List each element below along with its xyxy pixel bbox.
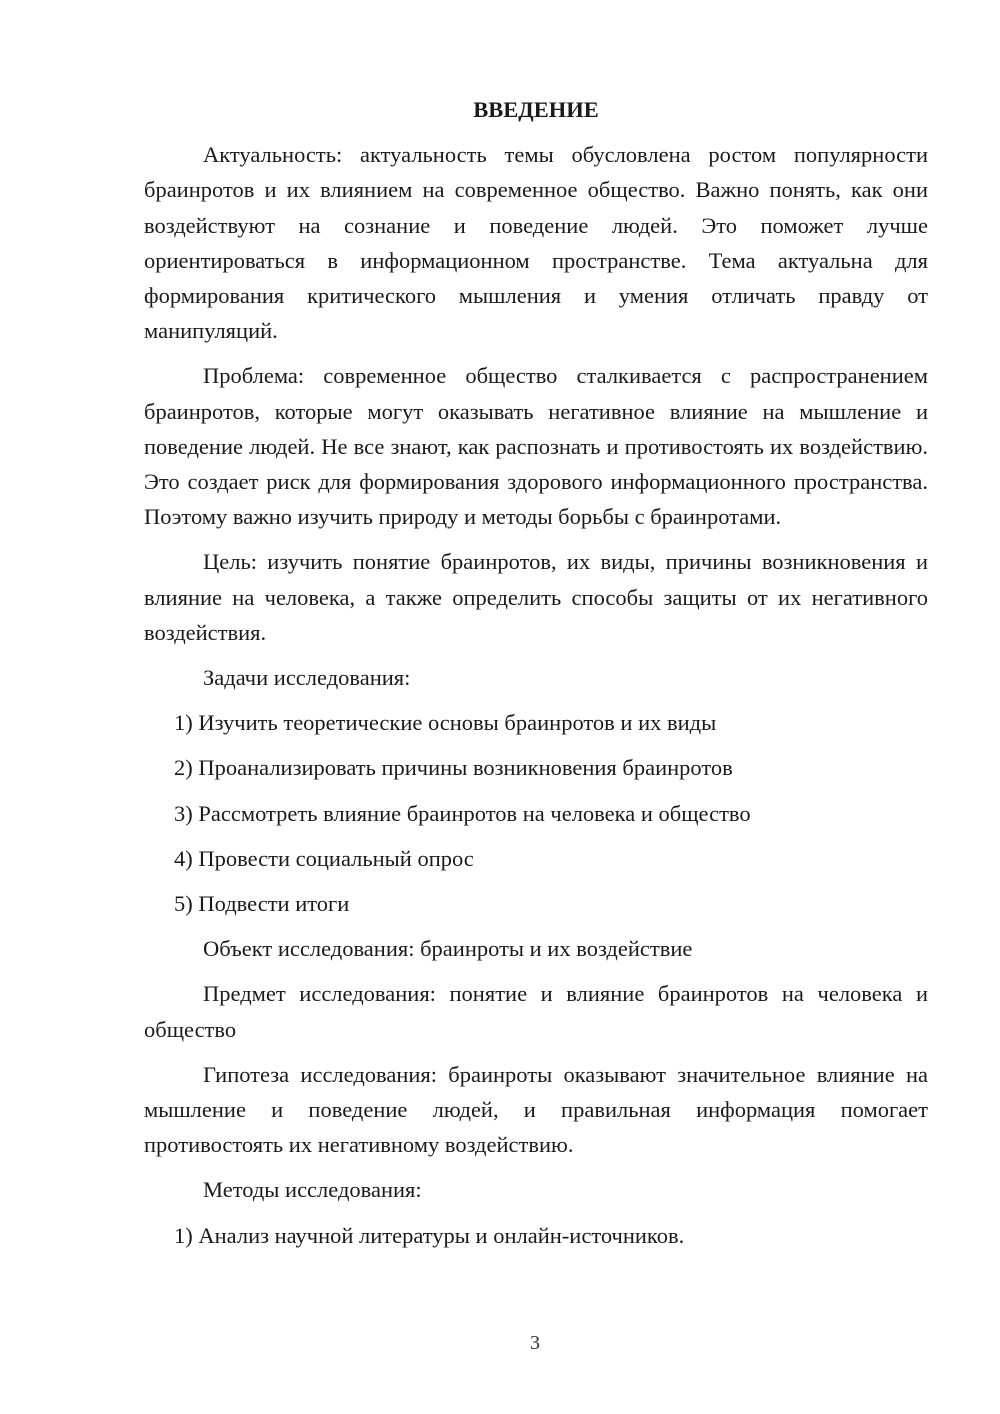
page-title: ВВЕДЕНИЕ — [473, 97, 599, 122]
task-item: 1) Изучить теоретические основы браинротов и их виды — [174, 710, 717, 736]
page-number: 3 — [530, 1332, 540, 1354]
task-item: 2) Проанализировать причины возникновения браинротов — [174, 755, 733, 781]
goal-paragraph: Цель: изучить понятие браинротов, их виды, причины возникновения и влияние на человека, а также определить способы защиты от их негативного воздействия. — [144, 549, 928, 645]
object-line: Объект исследования: браинроты и их воздействие — [203, 936, 693, 962]
subject-paragraph: Предмет исследования: понятие и влияние браинротов на человека и общество — [144, 981, 928, 1042]
relevance-paragraph: Актуальность: актуальность темы обусловлена ростом популярности браинротов и их влиянием на современное общество. Важно понять, как они воздействуют на сознание и поведение людей. Это поможет лучше ориентироваться в информационном пространстве. Тема актуальна для формирования критического мышления и умения отличать правду от манипуляций. — [144, 142, 928, 344]
task-item: 3) Рассмотреть влияние браинротов на человека и общество — [174, 800, 751, 826]
task-item: 5) Подвести итоги — [174, 891, 350, 917]
page-content — [144, 92, 928, 1263]
problem-paragraph: Проблема: современное общество сталкивается с распространением браинротов, которые могут оказывать негативное влияние на мышление и поведение людей. Не все знают, как распознать и противостоять их воздействию. Это создает риск для формирования здорового информационного пространства. Поэтому важно изучить природу и методы борьбы с браинротами. — [144, 363, 928, 530]
task-item: 4) Провести социальный опрос — [174, 845, 474, 871]
method-item: 1) Анализ научной литературы и онлайн-источников. — [174, 1222, 685, 1248]
methods-heading: Методы исследования: — [203, 1177, 422, 1203]
hypothesis-paragraph: Гипотеза исследования: браинроты оказывают значительное влияние на мышление и поведение людей, и правильная информация помогает противостоять их негативному воздействию. — [144, 1061, 928, 1158]
tasks-heading: Задачи исследования: — [203, 665, 411, 691]
